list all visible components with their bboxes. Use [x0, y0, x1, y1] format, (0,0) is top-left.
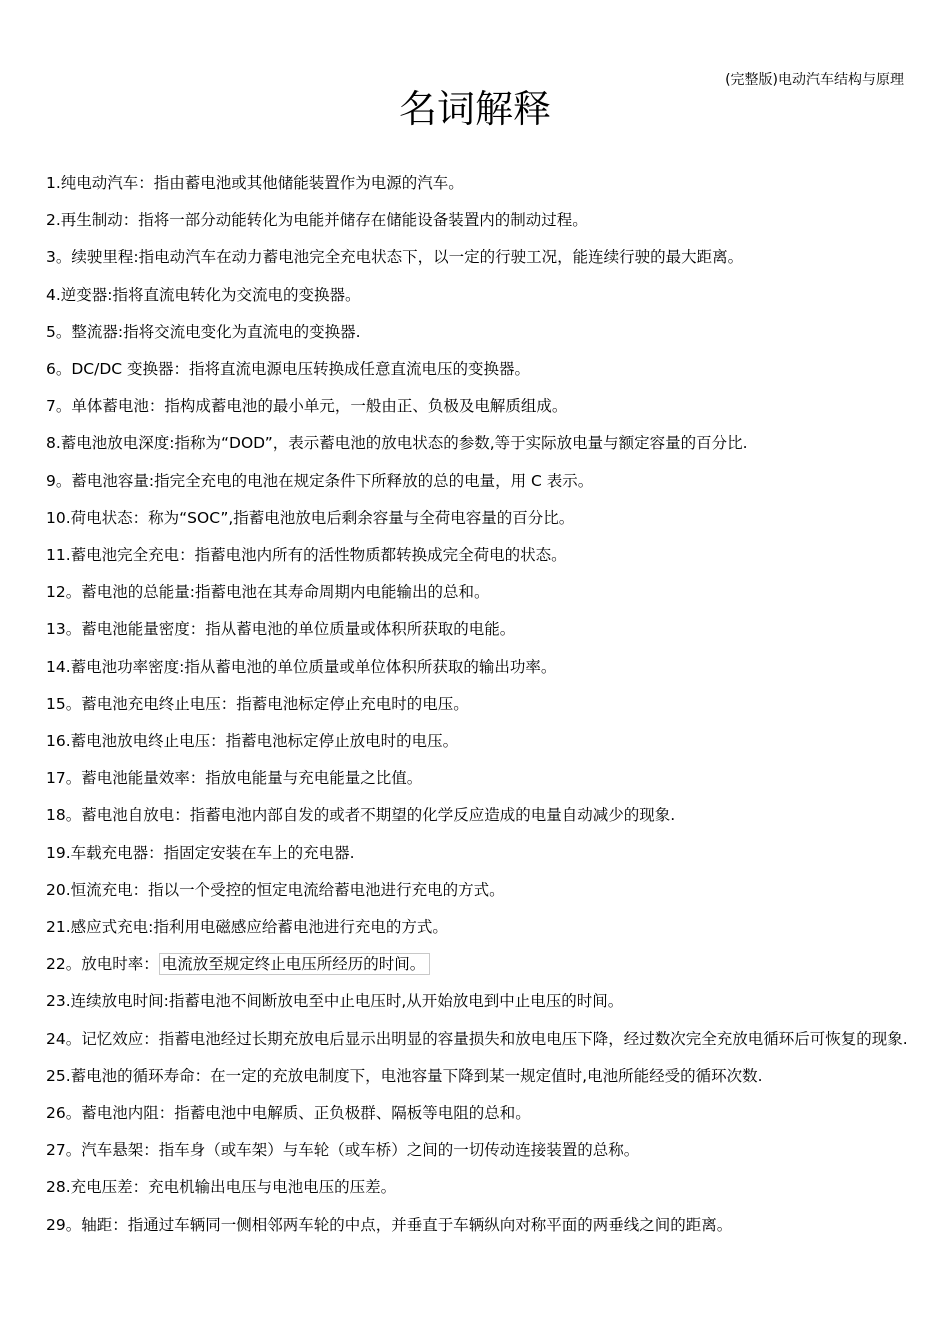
term-item-18: 18。蓄电池自放电：指蓄电池内部自发的或者不期望的化学反应造成的电量自动减少的现象.: [46, 806, 676, 825]
term-item-11: 11.蓄电池完全充电：指蓄电池内所有的活性物质都转换成完全荷电的状态。: [46, 546, 567, 565]
term-item-22-label: 22。放电时率：: [46, 955, 159, 974]
term-item-6: 6。DC/DC 变换器：指将直流电源电压转换成任意直流电压的变换器。: [46, 360, 531, 379]
term-item-12: 12。蓄电池的总能量:指蓄电池在其寿命周期内电能输出的总和。: [46, 583, 490, 602]
term-item-24: 24。记忆效应：指蓄电池经过长期充放电后显示出明显的容量损失和放电电压下降，经过数次完全充放电循环后可恢复的现象.: [46, 1029, 908, 1048]
term-item-9: 9。蓄电池容量:指完全充电的电池在规定条件下所释放的总的电量，用 C 表示。: [46, 471, 594, 490]
term-item-17: 17。蓄电池能量效率：指放电能量与充电能量之比值。: [46, 769, 423, 788]
term-item-1: 1.纯电动汽车：指由蓄电池或其他储能装置作为电源的汽车。: [46, 174, 464, 192]
term-item-2: 2.再生制动：指将一部分动能转化为电能并储存在储能设备装置内的制动过程。: [46, 211, 588, 230]
term-item-5: 5。整流器:指将交流电变化为直流电的变换器.: [46, 322, 361, 341]
term-item-3: 3。续驶里程:指电动汽车在动力蓄电池完全充电状态下，以一定的行驶工况，能连续行驶的最大距离。: [46, 248, 744, 267]
term-item-20: 20.恒流充电：指以一个受控的恒定电流给蓄电池进行充电的方式。: [46, 880, 505, 899]
term-item-15: 15。蓄电池充电终止电压：指蓄电池标定停止充电时的电压。: [46, 694, 469, 713]
term-item-4: 4.逆变器:指将直流电转化为交流电的变换器。: [46, 285, 361, 304]
term-item-28: 28.充电压差：充电机输出电压与电池电压的压差。: [46, 1178, 397, 1197]
term-item-7: 7。单体蓄电池：指构成蓄电池的最小单元，一般由正、负极及电解质组成。: [46, 397, 568, 416]
term-item-13: 13。蓄电池能量密度：指从蓄电池的单位质量或体积所获取的电能。: [46, 620, 516, 639]
term-item-16: 16.蓄电池放电终止电压：指蓄电池标定停止放电时的电压。: [46, 732, 459, 751]
term-item-26: 26。蓄电池内阻：指蓄电池中电解质、正负极群、隔板等电阻的总和。: [46, 1104, 531, 1123]
term-item-29: 29。轴距：指通过车辆同一侧相邻两车轮的中点，并垂直于车辆纵向对称平面的两垂线之间的距离。: [46, 1215, 733, 1234]
term-item-22-boxed-definition: 电流放至规定终止电压所经历的时间。: [159, 953, 431, 975]
term-item-25: 25.蓄电池的循环寿命：在一定的充放电制度下，电池容量下降到某一规定值时,电池所能经受的循环次数.: [46, 1066, 763, 1085]
term-item-23: 23.连续放电时间:指蓄电池不间断放电至中止电压时,从开始放电到中止电压的时间。: [46, 992, 624, 1011]
term-item-21: 21.感应式充电:指利用电磁感应给蓄电池进行充电的方式。: [46, 918, 448, 937]
term-list: [46, 165, 908, 1244]
term-item-14: 14.蓄电池功率密度:指从蓄电池的单位质量或单位体积所获取的输出功率。: [46, 657, 557, 676]
term-item-10: 10.荷电状态：称为“SOC”,指蓄电池放电后剩余容量与全荷电容量的百分比。: [46, 508, 575, 527]
term-item-27: 27。汽车悬架：指车身（或车架）与车轮（或车桥）之间的一切传动连接装置的总称。: [46, 1141, 640, 1160]
term-item-22: [46, 946, 908, 983]
term-item-19: 19.车载充电器：指固定安装在车上的充电器.: [46, 843, 355, 862]
header-note: (完整版)电动汽车结构与原理: [725, 72, 904, 88]
term-item-8: 8.蓄电池放电深度:指称为“DOD”，表示蓄电池的放电状态的参数,等于实际放电量与额定容量的百分比.: [46, 434, 748, 453]
page-title: 名词解释: [398, 87, 551, 131]
